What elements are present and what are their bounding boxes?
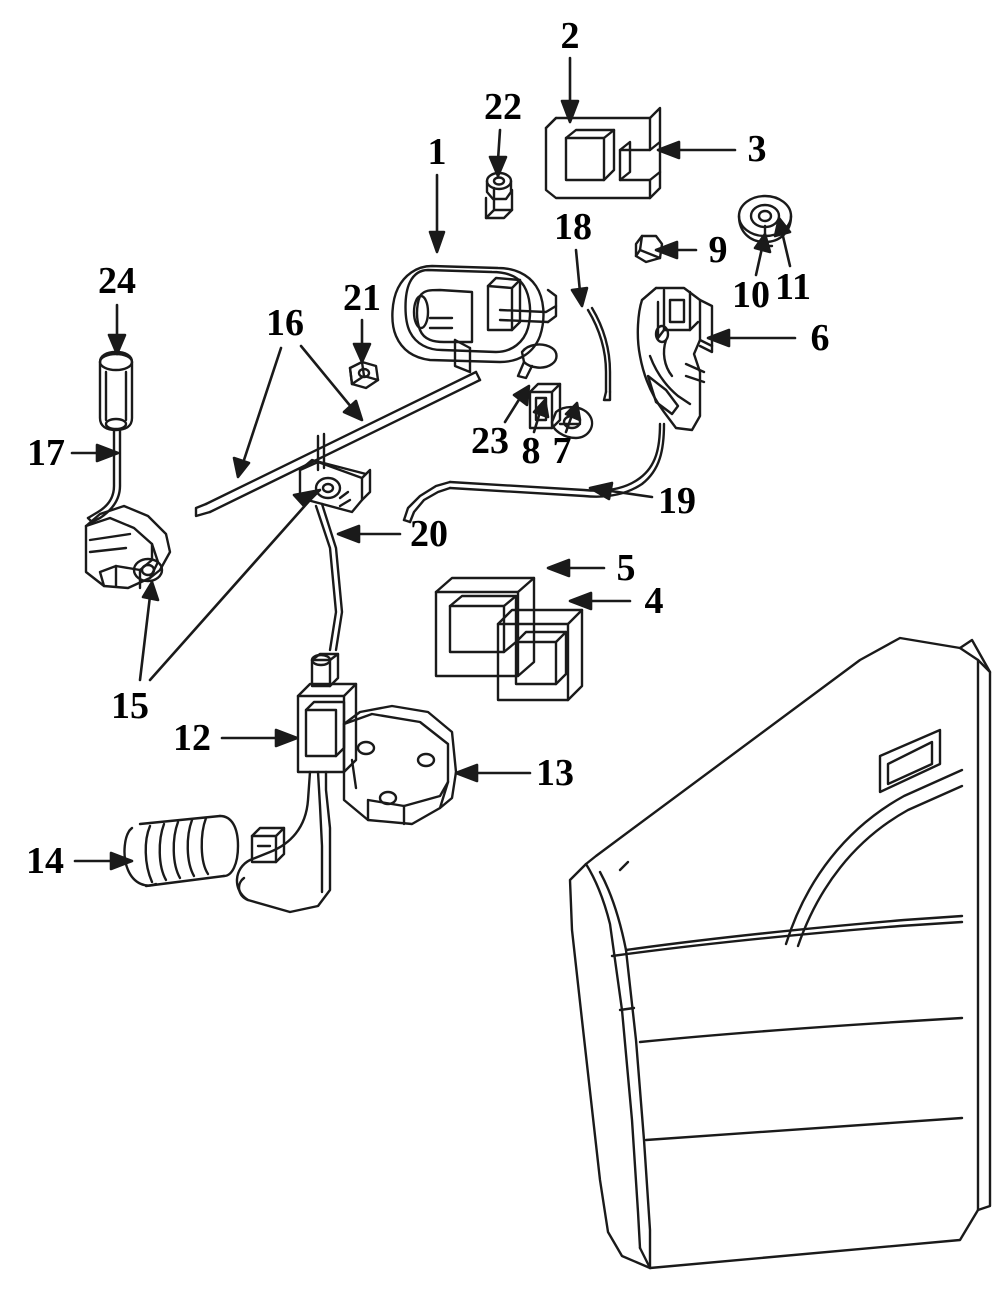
part-4-handle-bezel [498,610,582,700]
callout-22: 22 [484,86,522,128]
part-5-inside-handle [436,578,534,676]
part-1-outside-handle [392,266,556,372]
part-13-bracket [344,706,456,824]
callout-11: 11 [775,266,811,308]
part-6-latch-assembly [638,288,712,430]
callout-7: 7 [552,430,572,472]
callout-20: 20 [410,513,448,555]
callout-23: 23 [471,420,509,462]
callout-13: 13 [536,752,574,794]
part-14-screw [125,816,238,886]
part-12-actuator [237,654,356,912]
callout-15: 15 [111,685,149,727]
part-22-clip [486,173,512,218]
part-8-switch [530,384,560,428]
part-18-rod [588,308,610,400]
callout-4: 4 [644,580,664,622]
part-20-link [300,460,370,650]
callout-10: 10 [732,274,770,316]
part-24-lock-knob [100,352,132,430]
callout-17: 17 [27,432,65,474]
callout-19: 19 [658,480,696,522]
part-23-rod-clip [518,345,557,378]
callout-2: 2 [560,15,580,57]
part-striker-bracket [546,108,660,198]
door-panel [570,638,990,1268]
callout-5: 5 [616,547,636,589]
callout-24: 24 [98,260,136,302]
callout-8: 8 [521,430,541,472]
callout-21: 21 [343,277,381,319]
callout-6: 6 [810,317,830,359]
callout-9: 9 [708,229,728,271]
callout-16: 16 [266,302,304,344]
callout-3: 3 [747,128,767,170]
callout-14: 14 [26,840,64,882]
callout-1: 1 [427,131,447,173]
part-21-nut [350,362,378,388]
callout-18: 18 [554,206,592,248]
callout-12: 12 [173,717,211,759]
